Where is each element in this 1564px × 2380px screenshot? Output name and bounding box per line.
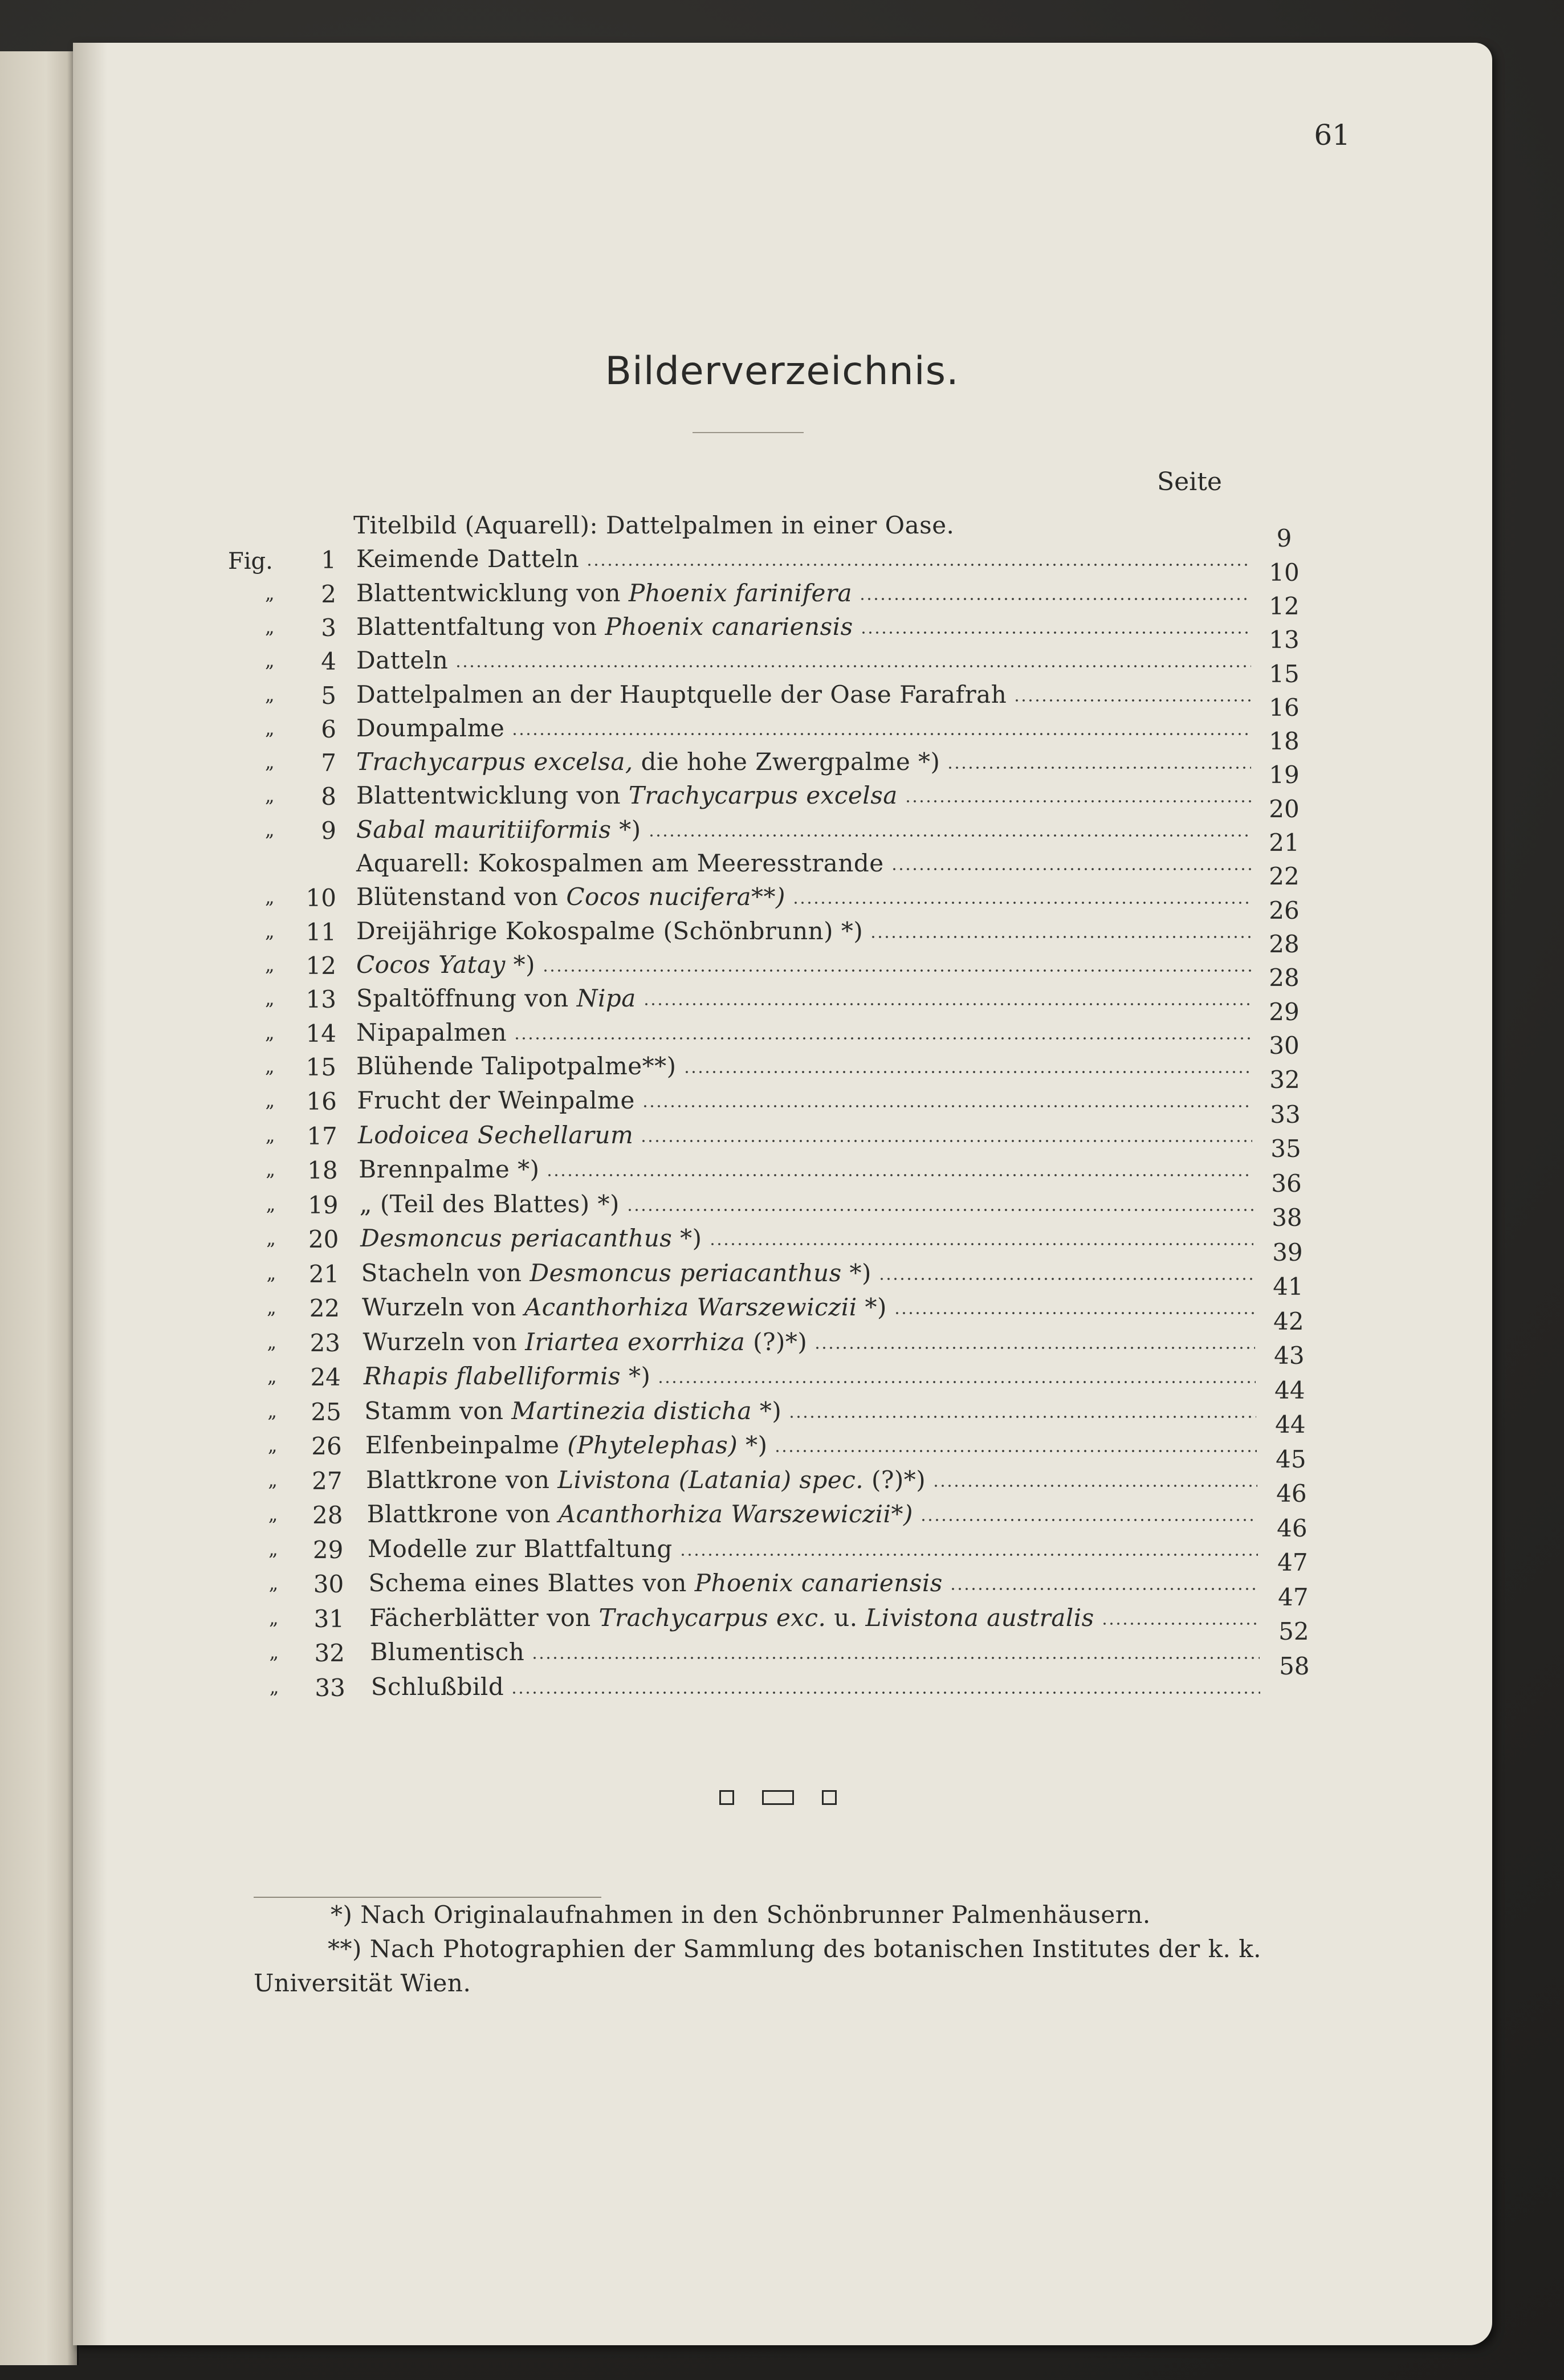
ditto-mark: „ [265,920,275,942]
figure-number: 18 [307,1156,338,1184]
figure-entry [0,848,1564,882]
figure-caption: Schema eines Blattes von Phoenix canariensis [368,1569,943,1597]
ditto-mark: „ [267,1297,276,1318]
figure-entry [0,1017,1564,1052]
page-ref: 26 [1269,896,1300,924]
ditto-mark: „ [265,751,275,773]
page-ref: 20 [1269,795,1300,823]
figure-entry [0,1672,1564,1706]
page-ref: 22 [1269,862,1300,890]
figure-number: 10 [306,884,336,912]
dot-leader [683,1070,1251,1074]
figure-caption: Cocos Yatay *) [356,951,536,979]
figure-number: 27 [312,1467,343,1495]
figure-caption: Stacheln von Desmoncus periacanthus *) [361,1259,871,1287]
figure-number: 20 [308,1225,339,1253]
dot-leader [894,1311,1255,1315]
footnote-3: Universität Wien. [254,1969,471,1997]
page-ref: 35 [1270,1135,1301,1163]
figure-number: 25 [311,1398,341,1426]
figure-caption: Wurzeln von Iriartea exorrhiza (?)*) [363,1328,808,1356]
figure-caption: Doumpalme [356,714,505,742]
page-ref: 28 [1269,964,1300,992]
dot-leader [859,597,1251,601]
dot-leader [514,1037,1251,1040]
figure-number: 14 [306,1020,336,1048]
ditto-mark: „ [265,785,275,806]
figure-entry [0,1637,1564,1671]
footnote-1: *) Nach Originalaufnahmen in den Schönbrunner Palmenhäusern. [331,1901,1151,1929]
page-ref: 47 [1277,1548,1308,1576]
figure-caption: Fächerblätter von Trachycarpus exc. u. Livistona australis [369,1604,1094,1632]
figure-entry [0,1534,1564,1568]
figure-caption: Frucht der Weinpalme [357,1086,635,1114]
figure-caption: Datteln [356,646,449,674]
figure-number: 24 [310,1363,341,1391]
figure-caption: Trachycarpus excelsa, die hohe Zwergpalme *) [356,748,940,776]
figure-number: 13 [306,985,336,1013]
ditto-mark: „ [268,1503,278,1525]
figure-entry [0,949,1564,984]
figure-number: 21 [308,1260,340,1288]
figure-entry [0,1465,1564,1499]
ornament [719,1787,833,1810]
figure-entry [0,1292,1564,1326]
page-ref: 10 [1269,559,1300,586]
ditto-mark: „ [267,1434,278,1456]
figure-entry [0,814,1564,849]
page-ref: 46 [1277,1514,1308,1542]
ditto-mark: „ [265,1055,275,1077]
ditto-mark: „ [266,1159,275,1180]
dot-leader [643,1002,1251,1006]
page-ref: 46 [1276,1480,1307,1507]
dot-leader [626,1208,1253,1212]
ditto-mark: „ [265,1022,275,1044]
ditto-mark: „ [267,1366,277,1387]
figure-caption: Blühende Talipotpalme**) [356,1052,677,1080]
figure-entry [0,1085,1564,1119]
dot-leader [878,1277,1254,1281]
dot-leader [1101,1622,1259,1625]
dot-leader [586,563,1251,567]
figure-caption: Blattentfaltung von Phoenix canariensis [356,613,853,641]
figure-number: 3 [321,614,336,642]
ornament-rect [762,1790,794,1805]
ditto-mark: „ [268,1469,278,1491]
figure-caption: Blattentwicklung von Trachycarpus excelsa [356,781,898,809]
figure-number: 26 [311,1432,342,1460]
dot-leader [679,1553,1258,1556]
dot-leader [891,867,1251,871]
ditto-mark: „ [269,1676,279,1698]
dot-leader [947,766,1251,769]
figure-entry [0,510,1564,544]
figure-number: 2 [321,580,336,608]
dot-leader [814,1346,1255,1350]
figure-number: 17 [307,1122,337,1150]
figure-number: 28 [312,1501,343,1529]
figure-entry [0,679,1564,714]
figure-caption: Lodoicea Sechellarum [357,1121,634,1149]
ditto-mark: „ [266,1193,276,1215]
figure-number: 30 [313,1570,344,1598]
figure-entry [0,713,1564,747]
figure-entry [0,1430,1564,1464]
ditto-mark: „ [266,1262,276,1284]
figure-entry [0,1189,1564,1223]
dot-leader [932,1484,1257,1488]
ditto-mark: „ [265,684,275,706]
figure-number: 29 [312,1536,344,1564]
page-ref: 45 [1276,1445,1306,1473]
page-ref: 44 [1274,1376,1305,1404]
figure-caption: Desmoncus periacanthus *) [360,1224,702,1252]
ditto-mark: „ [265,582,275,604]
page-ref: 15 [1269,660,1300,688]
dot-leader [788,1415,1256,1419]
footnote-rule [254,1897,601,1898]
figure-entry [0,983,1564,1017]
figure-entry [0,780,1564,814]
page-ref: 18 [1269,727,1300,755]
page-ref: 36 [1271,1169,1302,1197]
figure-caption: Schlußbild [370,1673,504,1701]
figure-number: 8 [321,783,336,810]
figure-number: 1 [321,546,336,574]
dot-leader [860,631,1251,634]
figure-entry [0,1327,1564,1361]
figure-number: 33 [315,1674,345,1702]
figure-number: 4 [321,647,336,675]
ornament-square-right [822,1790,837,1805]
dot-leader [455,665,1251,668]
figure-number: 9 [321,817,336,845]
figure-caption: Stamm von Martinezia disticha *) [364,1397,782,1425]
figure-entry [0,882,1564,916]
page-ref: 29 [1269,998,1300,1026]
figure-caption: Keimende Datteln [356,545,580,573]
figure-number: 11 [306,918,336,946]
ditto-mark: „ [268,1572,279,1594]
figure-entry [0,612,1564,646]
figure-entry [0,1568,1564,1602]
page-ref: 16 [1269,694,1300,722]
ditto-mark: „ [265,988,275,1009]
figure-caption: Dattelpalmen an der Hauptquelle der Oase Farafrah [356,680,1007,708]
figure-number: 15 [306,1053,336,1081]
ornament-square-left [719,1790,734,1805]
ditto-mark: „ [265,1124,275,1146]
dot-leader [792,901,1251,904]
page-ref: 47 [1278,1583,1309,1611]
dot-leader [950,1587,1258,1591]
dot-leader [774,1449,1256,1453]
figure-entry [0,1499,1564,1533]
dot-leader [1013,699,1251,702]
page-title: Bilderverzeichnis. [605,349,959,394]
figure-caption: Dreijährige Kokospalme (Schönbrunn) *) [356,917,864,945]
page-ref: 21 [1269,829,1300,857]
ditto-mark: „ [268,1538,278,1560]
figure-caption: Spaltöffnung von Nipa [356,984,636,1012]
figure-number: 5 [321,682,336,710]
figure-caption: Sabal mauritiiformis *) [356,816,641,843]
figure-entry [0,544,1564,578]
dot-leader [542,969,1251,972]
ditto-mark: „ [269,1641,279,1663]
dot-leader [905,800,1251,803]
page-ref: 44 [1275,1411,1306,1438]
page-ref: 9 [1276,524,1292,552]
figure-caption: Titelbild (Aquarell): Dattelpalmen in einer Oase. [353,511,955,539]
page-ref: 41 [1273,1273,1304,1301]
figure-caption: Blattentwicklung von Phoenix farinifera [356,579,853,607]
figure-entry [0,1603,1564,1637]
page-ref: 42 [1273,1307,1304,1335]
dot-leader [657,1380,1256,1384]
figure-number: 23 [309,1329,341,1357]
figure-caption: Nipapalmen [356,1018,507,1046]
dot-leader [648,834,1251,837]
figure-caption: Rhapis flabelliformis *) [363,1362,651,1390]
footnote-2: **) Nach Photographien der Sammlung des botanischen Institutes der k. k. [328,1935,1262,1963]
ditto-mark: „ [267,1331,277,1353]
ditto-mark: „ [265,954,275,976]
figure-entry [0,1396,1564,1430]
figure-entry [0,1223,1564,1257]
page-ref: 12 [1269,592,1300,620]
figure-caption: Blattkrone von Acanthorhiza Warszewiczii*) [366,1500,913,1528]
figure-number: 31 [313,1605,345,1633]
figure-entry [0,747,1564,781]
ditto-mark: „ [266,1228,276,1249]
figure-caption: Blattkrone von Livistona (Latania) spec. (?)*) [366,1466,926,1494]
page-number: 61 [1314,119,1350,152]
figure-caption: Blumentisch [370,1638,525,1666]
ditto-mark: „ [265,886,275,908]
dot-leader [709,1242,1254,1246]
page-ref: 13 [1269,626,1300,654]
dot-leader [870,935,1251,939]
page-column-header: Seite [1157,467,1222,496]
figure-number: 19 [308,1191,339,1219]
page-ref: 58 [1279,1652,1310,1680]
figure-number: 22 [309,1294,340,1322]
page-ref: 32 [1269,1066,1300,1094]
dot-leader [546,1173,1252,1177]
ditto-mark: „ [265,650,275,671]
ditto-mark: „ [265,718,275,739]
page-ref: 43 [1274,1342,1305,1370]
figure-entry [0,645,1564,679]
fig-prefix: Fig. [228,548,273,574]
figure-entry [0,1051,1564,1085]
figure-entry [0,1258,1564,1292]
figure-number: 16 [306,1087,337,1115]
figure-caption: Wurzeln von Acanthorhiza Warszewiczii *) [362,1293,887,1321]
figure-caption: Aquarell: Kokospalmen am Meeresstrande [356,849,884,877]
figure-caption: Modelle zur Blattfaltung [368,1535,673,1563]
dot-leader [531,1656,1260,1660]
page-ref: 19 [1269,761,1300,789]
figure-caption: Brennpalme *) [359,1155,540,1183]
page-ref: 52 [1278,1617,1309,1645]
figure-caption: Elfenbeinpalme (Phytelephas) *) [365,1431,768,1459]
figure-caption: Blütenstand von Cocos nucifera**) [356,883,785,911]
figure-caption: „ (Teil des Blattes) *) [359,1190,620,1218]
ditto-mark: „ [269,1607,279,1629]
figure-number: 32 [314,1639,345,1667]
ditto-mark: „ [265,819,275,841]
page-ref: 38 [1272,1204,1302,1232]
figure-number: 6 [321,715,336,743]
ditto-mark: „ [265,616,275,638]
figure-number: 12 [306,952,336,980]
page-ref: 28 [1269,930,1300,958]
ditto-mark: „ [265,1090,275,1111]
dot-leader [920,1518,1258,1522]
page-ref: 30 [1269,1032,1300,1059]
figure-entry [0,916,1564,950]
figure-entry [0,1154,1564,1188]
page-ref: 33 [1270,1101,1301,1128]
dot-leader [642,1105,1252,1108]
figure-entry [0,578,1564,612]
figure-entry [0,1120,1564,1154]
page-ref: 39 [1272,1238,1303,1266]
dot-leader [640,1139,1252,1143]
figure-number: 7 [321,749,336,777]
dot-leader [511,732,1251,736]
figure-entry [0,1361,1564,1395]
ditto-mark: „ [267,1400,277,1422]
dot-leader [511,1691,1260,1694]
